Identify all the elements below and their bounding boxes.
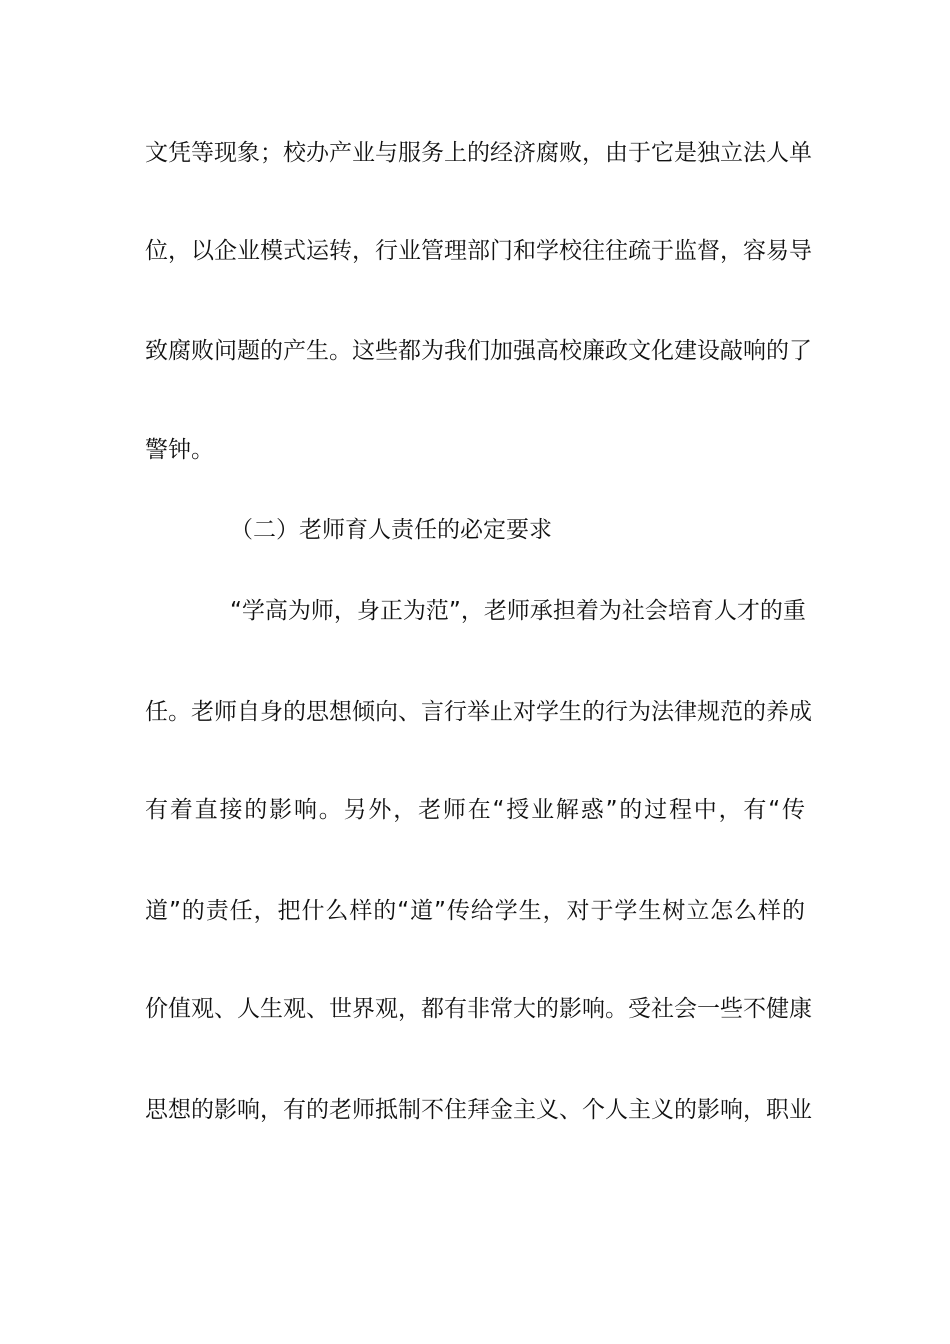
paragraph-1-line-4: 警钟。 [145,437,214,463]
paragraph-2-line-3: 有着直接的影响。另外，老师在“授业解惑”的过程中，有“传 [145,797,805,823]
paragraph-2-line-1: “学高为师，身正为范”，老师承担着为社会培育人才的重 [230,598,806,624]
paragraph-1-line-1: 文凭等现象；校办产业与服务上的经济腐败，由于它是独立法人单 [145,140,812,166]
paragraph-2-line-2: 任。老师自身的思想倾向、言行举止对学生的行为法律规范的养成 [145,699,812,725]
section-heading: （二）老师育人责任的必定要求 [230,517,552,543]
paragraph-1-line-2: 位，以企业模式运转，行业管理部门和学校往往疏于监督，容易导 [145,238,812,264]
paragraph-2-line-5: 价值观、人生观、世界观，都有非常大的影响。受社会一些不健康 [145,996,812,1022]
paragraph-1-line-3: 致腐败问题的产生。这些都为我们加强高校廉政文化建设敲响的了 [145,338,812,364]
paragraph-2-line-6: 思想的影响，有的老师抵制不住拜金主义、个人主义的影响，职业 [145,1097,812,1123]
paragraph-2-line-4: 道”的责任，把什么样的“道”传给学生，对于学生树立怎么样的 [145,898,805,924]
